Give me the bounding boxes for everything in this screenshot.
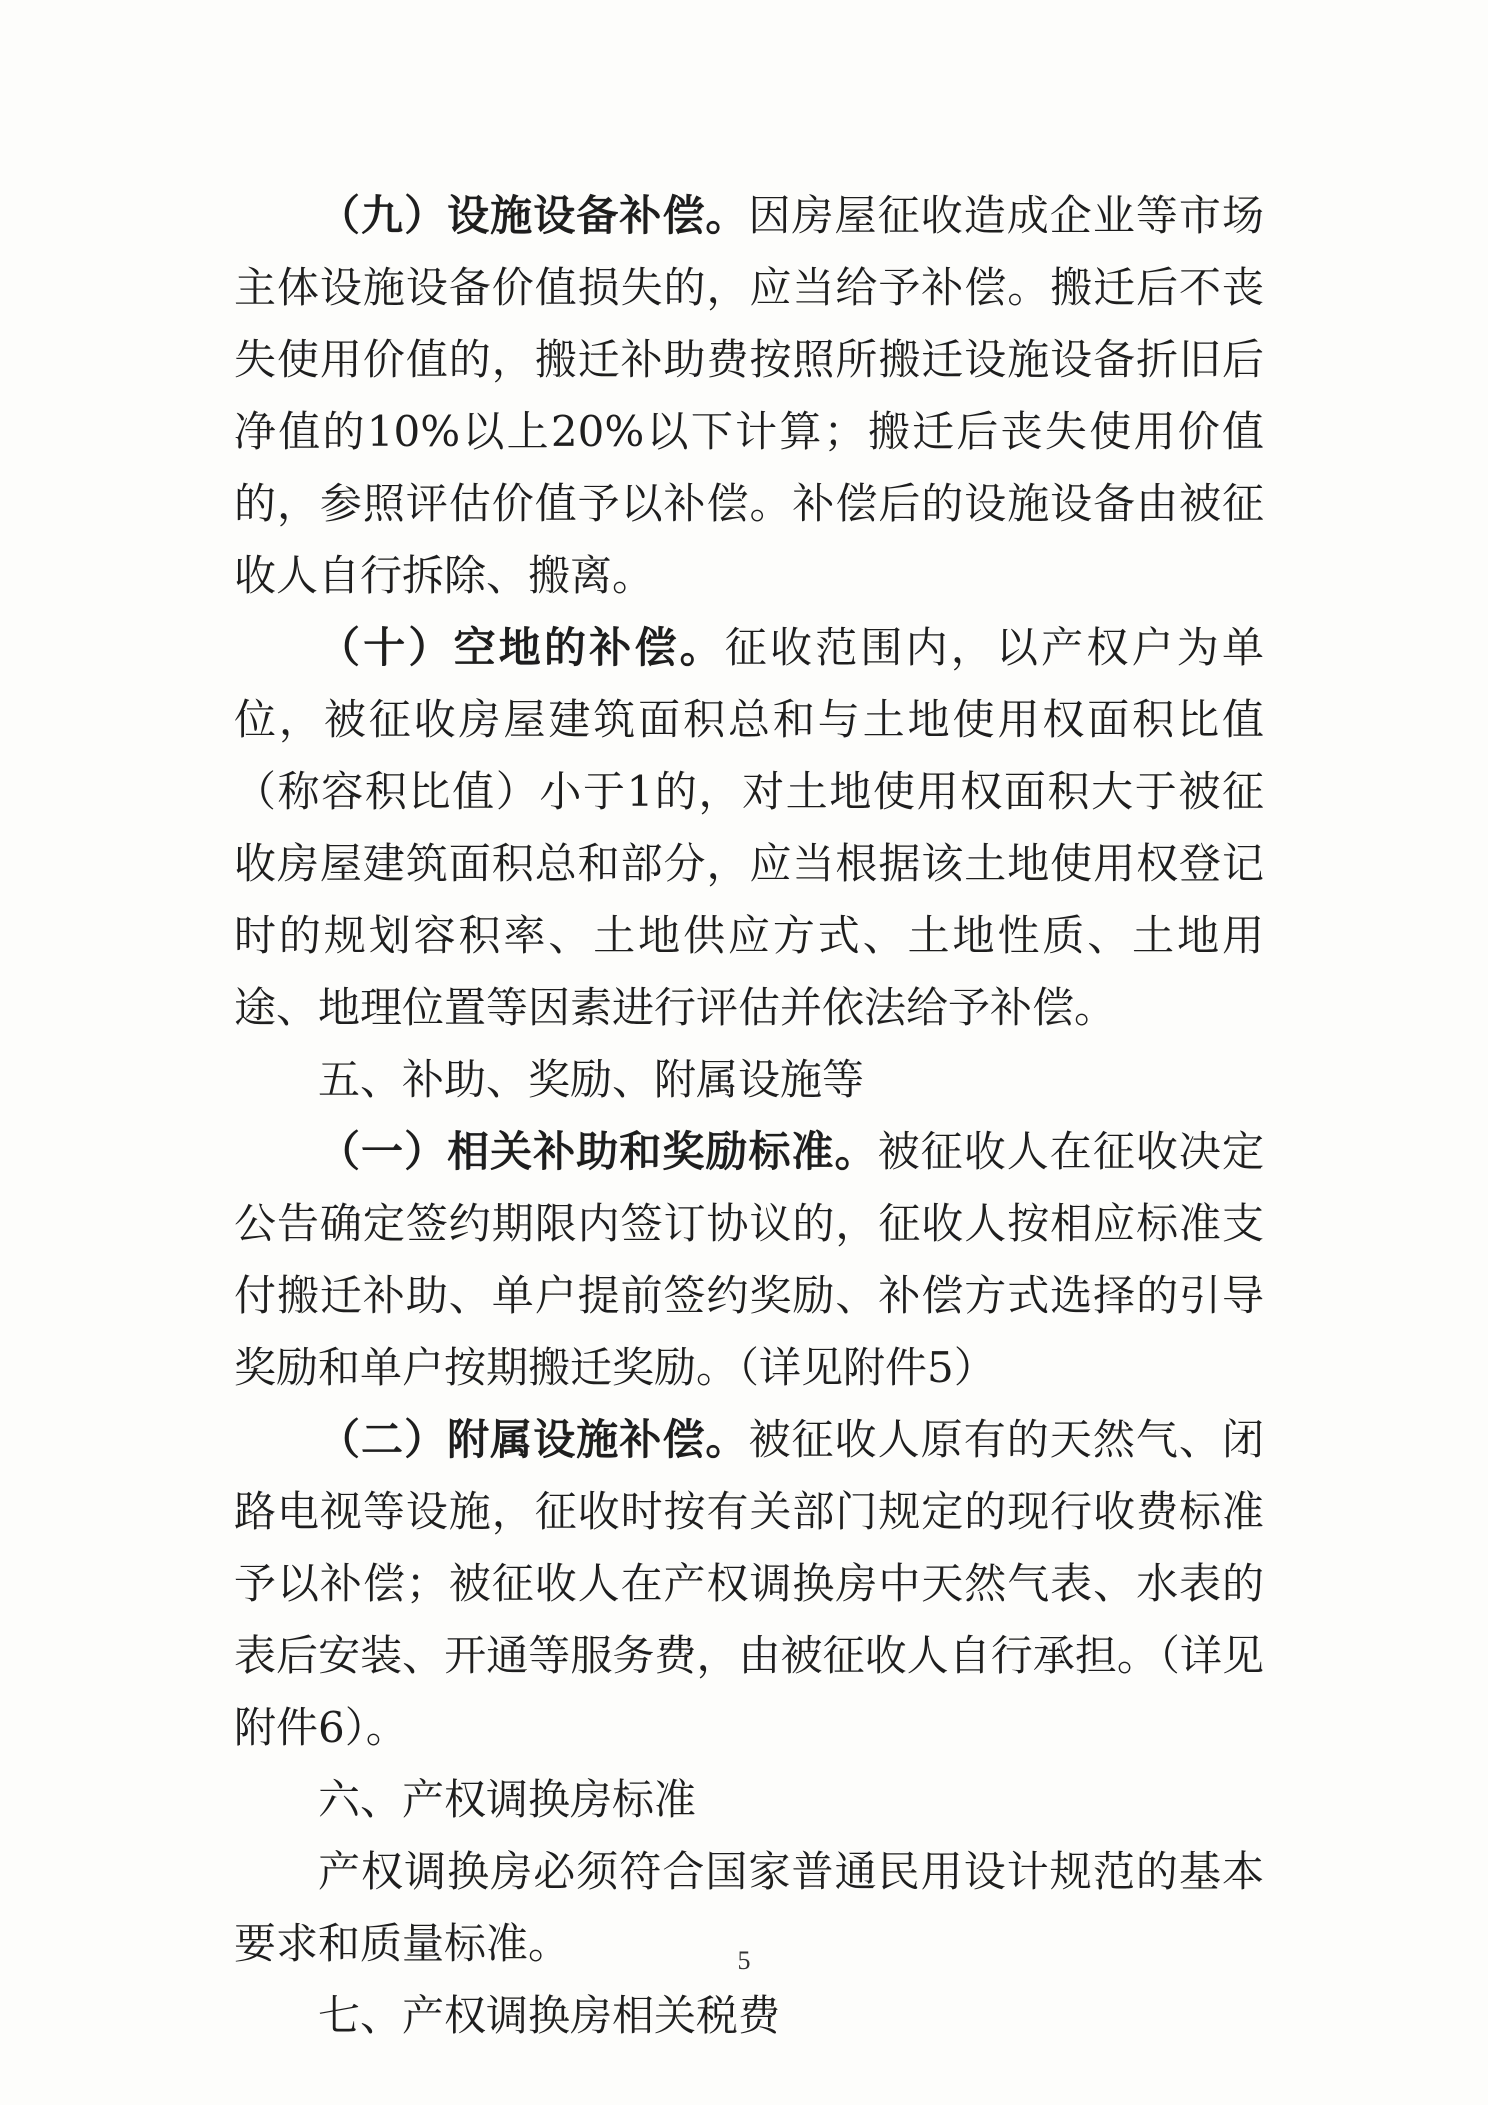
section-heading-housing-standard: 六、产权调换房标准 <box>318 1775 697 1824</box>
paragraph-lead: （二）附属设施补偿。 <box>318 1415 749 1464</box>
paragraph-ancillary-facilities <box>234 1404 1264 1764</box>
paragraph-text: 征收范围内，以产权户为单位，被征收房屋建筑面积总和与土地使用权面积比值（称容积比值）小于1的，对土地使用权面积大于被征收房屋建筑面积总和部分，应当根据该土地使用权登记时的规划容积率、土地供应方式、土地性质、土地用途、地理位置等因素进行评估并依法给予补偿。 <box>234 623 1264 1032</box>
section-heading-subsidies: 五、补助、奖励、附属设施等 <box>318 1055 865 1104</box>
section-heading-taxes: 七、产权调换房相关税费 <box>318 1991 781 2040</box>
paragraph-text: 被征收人原有的天然气、闭路电视等设施，征收时按有关部门规定的现行收费标准予以补偿；被征收人在产权调换房中天然气表、水表的表后安装、开通等服务费，由被征收人自行承担。（详见附件6）。 <box>234 1415 1264 1752</box>
paragraph-lead: （十）空地的补偿。 <box>318 623 725 672</box>
paragraph-facility-compensation <box>234 180 1264 612</box>
paragraph-vacant-land-compensation <box>234 612 1264 1044</box>
paragraph-text: 产权调换房必须符合国家普通民用设计规范的基本要求和质量标准。 <box>234 1847 1264 1968</box>
paragraph-text: 因房屋征收造成企业等市场主体设施设备价值损失的，应当给予补偿。搬迁后不丧失使用价值的，搬迁补助费按照所搬迁设施设备折旧后净值的10%以上20%以下计算；搬迁后丧失使用价值的，参照评估价值予以补偿。补偿后的设施设备由被征收人自行拆除、搬离。 <box>234 191 1264 600</box>
document-body <box>234 180 1264 2052</box>
paragraph-lead: （九）设施设备补偿。 <box>318 191 749 240</box>
paragraph-subsidy-standards <box>234 1116 1264 1404</box>
paragraph-lead: （一）相关补助和奖励标准。 <box>318 1127 878 1176</box>
paragraph-text: 被征收人在征收决定公告确定签约期限内签订协议的，征收人按相应标准支付搬迁补助、单户提前签约奖励、补偿方式选择的引导奖励和单户按期搬迁奖励。（详见附件5） <box>234 1127 1264 1392</box>
page-number: 5 <box>737 1946 751 1975</box>
